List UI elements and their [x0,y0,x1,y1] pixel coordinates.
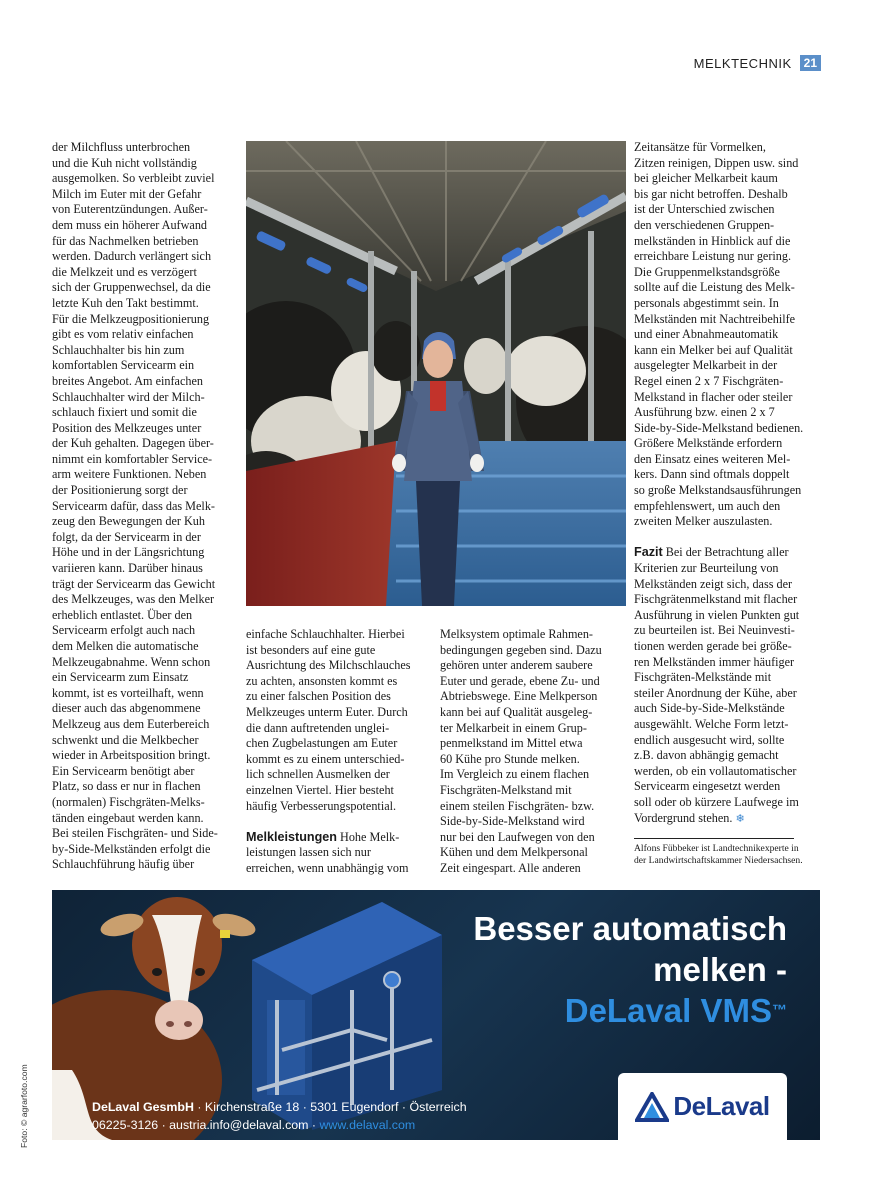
ad-headline-line-1: Besser automatisch [473,910,787,947]
text-line: tionen werden gerade bei größe- [634,639,792,653]
text-line: endlich ausgesucht wird, sollte [634,732,785,747]
text-line: nimmt ein komfortabler Service- [52,451,213,466]
text-line: sollte auf die Leistung des Melk- [634,280,795,295]
author-divider [634,838,794,839]
text-line: und einer Abnahmeautomatik [634,327,779,342]
text-line: empfehlenswert, um auch den [634,498,781,513]
author-note [634,843,822,867]
text-line: ein Servicearm zum Einsatz [52,670,189,685]
text-line: häufig Verbesserungspotential. [246,798,397,813]
text-line: erreichbare Leistung nur gering. [634,249,792,264]
article-column-4 [634,140,822,867]
text-line: kommt, ist es vorteilhaft, wenn [52,685,204,700]
text-line: so große Melkstandsausführungen [634,483,802,498]
text-line: zu achten, ansonsten kommt es [246,673,398,688]
text-line: einem steilen Fischgräten- bzw. [440,798,595,813]
text-line: ausgewählt. Welche Form letzt- [634,716,789,731]
text-line: ausgemolken. So verbleibt zuviel [52,171,215,186]
text-line: folgt, da der Servicearm in der [52,529,201,544]
delaval-logo[interactable] [618,1073,787,1140]
text-line: leistungen lassen sich nur [246,845,371,860]
text-line: kann bei auf Qualität ausgeleg- [440,704,593,719]
text-line: der Positionierung sorgt der [52,483,188,498]
text-line: kers. Dann sind oftmals doppelt [634,467,790,482]
text-line: des Melkzeuges, was den Melker [52,592,215,607]
text-line: Zeitansätze für Vormelken, [634,140,766,154]
text-line: Regel einen 2 x 7 Fischgräten- [634,373,784,388]
text-line: Melkstand in flacher oder steiler [634,389,793,404]
text-line: die dann auftretenden unglei- [246,720,390,735]
text-line: schwenkt und die Melkbecher [52,732,199,747]
text-line: Ein Servicearm benötigt aber [52,763,195,778]
ad-address: · Kirchenstraße 18 · 5301 Eugendorf · Österreich [193,1100,467,1114]
ad-contact-line [92,1116,467,1134]
text-line: nur bei den Laufwegen von den [440,829,595,844]
text-line: Im Vergleich zu einem flachen [440,767,590,782]
text-line: der Milchfluss unterbrochen [52,140,191,154]
text-line: Hohe Melk- [336,829,400,844]
subhead-melkleistungen: Melkleistungen [246,829,337,844]
text-line: Side-by-Side-Melkstand wird [440,814,585,829]
text-line: die Melkzeit und es verzögert [52,264,197,279]
text-line: zweiten Melker auszulasten. [634,514,773,529]
text-line: Position des Melkzeuges unter [52,420,202,435]
text-line: einfache Schlauchhalter. Hierbei [246,627,405,641]
fazit-paragraph [634,545,822,826]
ad-company: DeLaval GesmbH [92,1100,194,1114]
text-line: ren Melkständen immer häufiger [634,654,795,669]
text-line: Zitzen reinigen, Dippen usw. sind [634,155,799,170]
end-mark-icon: ❄ [735,811,745,825]
text-line: Ausführung in vielen Punkten gut [634,607,800,622]
photo-credit: Foto: © agrarfoto.com [19,1064,29,1148]
text-line: und die Kuh nicht vollständig [52,155,197,170]
text-line: Euter und gerade, ebene Zu- und [440,673,600,688]
text-line: Die Gruppenmelkstandsgröße [634,264,780,279]
milking-parlor-photo [246,141,626,606]
text-line: Melkzeugabnahme. Wenn schon [52,654,211,669]
text-line: melkständen in Hinblick auf die [634,233,791,248]
ad-phone: 06225-3126 [92,1118,159,1132]
text-line: bis gar nicht betroffen. Deshalb [634,186,788,201]
text-line: zu einer falschen Position des [246,689,391,704]
text-line: personals abgestimmt sein. In [634,295,779,310]
page-header [694,55,821,71]
text-line: Zeit eingespart. Alle anderen [440,860,581,875]
text-line: Abtriebswege. Eine Melkperson [440,689,598,704]
text-line: Ausrichtung des Milchschlauches [246,658,411,673]
text-line: by-Side-Melkständen erfolgt die [52,841,211,856]
text-line: Schlauchführung häufig über [52,857,195,872]
text-line: erreichen, wenn unabhängig vom [246,860,409,875]
ad-headline-line-3 [473,990,787,1031]
text-line: dem muss ein höherer Aufwand [52,217,208,232]
text-line: für das Nachmelken betrieben [52,233,199,248]
text-line: der Kuh gehalten. Dagegen über- [52,436,214,451]
text-line: Servicearm erfolgt auch nach [52,623,196,638]
author-line: der Landwirtschaftskammer Niedersachsen. [634,855,803,867]
text-line: Platz, so dass er nur in flachen [52,779,201,794]
melkleistungen-paragraph [246,830,433,877]
text-line: ist besonders auf eine gute [246,642,376,657]
text-line: Kühen und dem Melkpersonal [440,845,588,860]
text-line: gehören unter anderem saubere [440,658,593,673]
ad-contact [92,1098,467,1134]
text-line: komfortablen Servicearm ein [52,358,195,373]
text-line: dem Melken die automatische [52,639,199,653]
text-line: Höhe und in der Längsrichtung [52,545,205,560]
text-line: Servicearm dafür, dass das Melk- [52,498,215,513]
text-line: chen Zugbelastungen am Euter [246,736,398,751]
ad-email[interactable]: · austria.info@delaval.com · [158,1118,320,1132]
text-line: letzte Kuh den Takt bestimmt. [52,295,199,310]
text-line: Fischgräten-Melkstand mit [440,782,572,797]
text-line: Melkzeuges unterm Euter. Durch [246,704,408,719]
ad-product-name: DeLaval VMS [564,992,772,1029]
trademark-symbol: ™ [772,1002,787,1019]
text-line: schlauch fixiert und somit die [52,405,197,420]
vms-machine-illustration [252,902,442,1130]
ad-headline [473,908,787,1031]
text-line: Bei der Betrachtung aller [662,545,789,560]
text-line: Milch im Euter mit der Gefahr [52,186,202,201]
text-line: Für die Melkzeugpositionierung [52,311,210,326]
delaval-logo-text: DeLaval [673,1091,770,1121]
text-line: z.B. davon abhängig gemacht [634,748,779,763]
text-line: kommt es zu einem unterschied- [246,751,405,766]
text-line: Melkzeug aus dem Euterbereich [52,716,210,731]
delaval-logo-icon [635,1092,669,1122]
text-line: bei gleicher Melkarbeit kaum [634,171,778,186]
text-line: kann ein Melker bei auf Qualität [634,342,793,357]
page-number: 21 [800,55,821,71]
text-line: breites Angebot. Am einfachen [52,373,203,388]
text-line: Fischgrätenmelkstand mit flacher [634,592,798,607]
text-line: (normalen) Fischgräten-Melks- [52,794,205,809]
text-line: werden. Dadurch verlängert sich [52,249,212,264]
text-line: auch Side-by-Side-Melkstände [634,701,785,716]
text-line: Ausführung bzw. einen 2 x 7 [634,405,775,420]
text-line: tänden eingebaut werden kann. [52,810,204,825]
text-line: den verschiedenen Gruppen- [634,217,775,232]
article-column-3 [440,627,627,877]
text-line: zeug den Bewegungen der Kuh [52,514,205,529]
text-line: Melkständen zeigt sich, dass der [634,576,793,591]
text-line: Servicearm eingesetzt werden [634,779,781,794]
text-line: zu beurteilen ist. Bei Neuinvesti- [634,623,795,638]
text-line: sich der Gruppenwechsel, da die [52,280,211,295]
text-line: Vordergrund stehen. [634,810,733,825]
text-line: von Euterentzündungen. Außer- [52,202,208,217]
text-line: Größere Melkstände erfordern [634,436,783,451]
text-line: Fischgräten-Melkstände mit [634,670,772,685]
ad-address-line [92,1098,467,1116]
text-line: ist der Unterschied zwischen [634,202,775,217]
ad-headline-line-2: melken - [653,951,787,988]
text-line: variieren kann. Darüber hinaus [52,561,203,576]
text-line: penmelkstand im Mittel etwa [440,736,583,751]
article-column-1 [52,140,238,873]
text-line: wieder in Arbeitsposition bringt. [52,748,211,763]
text-line: steiler Anordnung der Kühe, aber [634,685,797,700]
text-line: Bei steilen Fischgräten- und Side- [52,826,218,841]
text-line: Melkständen mit Nachtreibehilfe [634,311,796,326]
text-line: lich schnellen Ausmelken der [246,767,390,782]
author-line: Alfons Fübbeker ist Landtechnikexperte in [634,843,799,855]
text-line: gibt es vom relativ einfachen [52,327,194,342]
text-line: werden, ob ein vollautomatischer [634,763,797,778]
text-line: bedingungen gegeben sind. Dazu [440,642,602,657]
text-line: dieser auch das abgenommene [52,701,201,716]
text-line: Schlauchhalter wird der Milch- [52,389,205,404]
text-line: soll oder ob kürzere Laufwege im [634,794,799,809]
text-line: Kriterien zur Beurteilung von [634,561,779,576]
ad-website-link[interactable]: www.delaval.com [319,1118,416,1132]
text-line: Side-by-Side-Melkstand bedienen. [634,420,804,435]
text-line: ausgelegter Melkarbeit in der [634,358,778,373]
section-title: MELKTECHNIK [693,55,792,71]
delaval-advertisement[interactable] [52,890,820,1140]
text-line: einzelnen Viertel. Hier besteht [246,782,394,797]
text-line: 60 Kühe pro Stunde melken. [440,751,580,766]
text-line: Schlauchhalter bis hin zum [52,342,185,357]
text-line: trägt der Servicearm das Gewicht [52,576,216,591]
text-line: ter Melkarbeit in einem Grup- [440,720,587,735]
text-line: arm weitere Funktionen. Neben [52,467,207,482]
text-line: den Einsatz eines weiteren Mel- [634,451,791,466]
text-line: erheblich entlastet. Über den [52,607,193,622]
article-column-2 [246,627,433,877]
subhead-fazit: Fazit [634,545,663,560]
text-line: Melksystem optimale Rahmen- [440,627,593,641]
